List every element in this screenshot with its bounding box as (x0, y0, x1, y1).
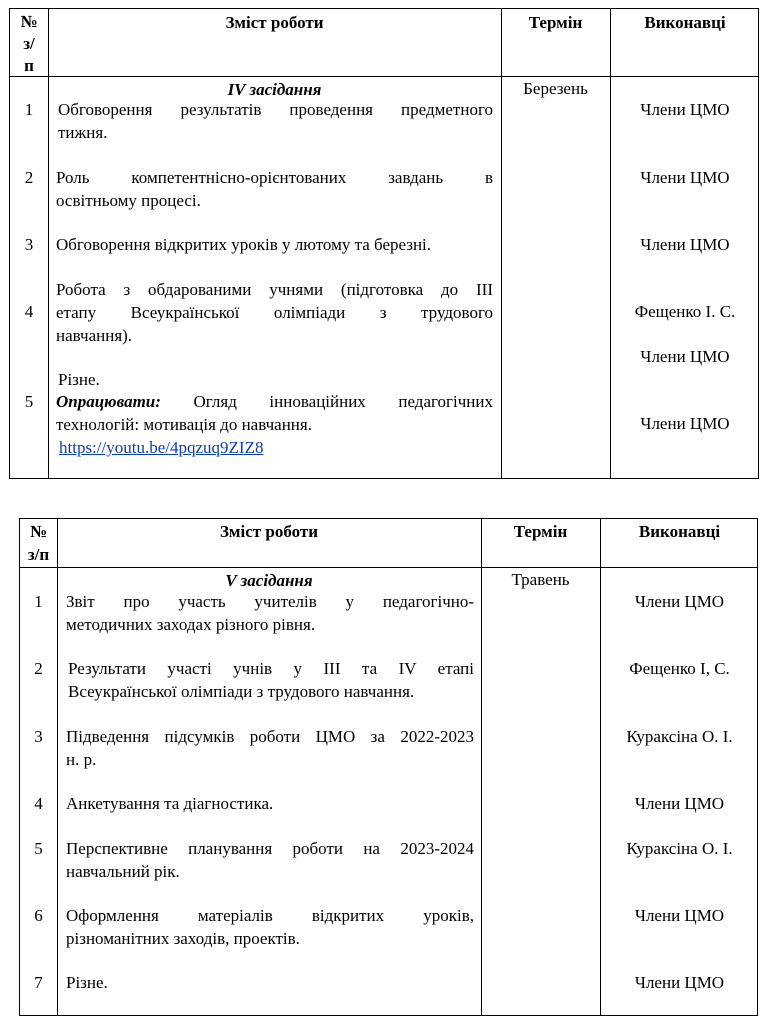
plan-table-1 (9, 8, 759, 479)
row-content-cont: н. р. (66, 750, 97, 769)
header-executors: Виконавці (638, 522, 721, 541)
row-executor: Члени ЦМО (640, 235, 730, 254)
row-number: 2 (24, 168, 34, 187)
row-content: Звіт про участь учителів у педагогічно- (66, 592, 474, 611)
row-number: 1 (24, 100, 34, 119)
row-executor: Члени ЦМО (634, 592, 725, 611)
row-content: Різне. (58, 370, 100, 389)
row-content-cont: методичних заходах різного рівня. (66, 615, 316, 634)
study-line-cont: технологій: мотивація до навчання. (56, 415, 312, 434)
row-content-cont: навчальний рік. (66, 862, 180, 881)
row-content: Обговорення результатів проведення предметного (58, 100, 493, 119)
row-executor: Члени ЦМО (640, 414, 730, 433)
row-content: Перспективне планування роботи на 2023-2024 (66, 839, 474, 858)
header-executors: Виконавці (644, 13, 726, 32)
row-executor: Фещенко І, С. (629, 659, 730, 678)
row-number: 1 (34, 592, 43, 611)
row-content-cont: навчання). (56, 326, 133, 345)
section-title: V засідання (225, 571, 313, 590)
row-content-cont: різноманітних заходів, проектів. (66, 929, 300, 948)
row-content: Оформлення матеріалів відкритих уроків, (66, 906, 474, 925)
row-content: Результати участі учнів у ІІІ та IV етапі (68, 659, 474, 678)
header-term: Термін (513, 522, 568, 541)
row-executor: Члени ЦМО (634, 906, 725, 925)
term-value: Березень (523, 79, 588, 98)
row-number: 5 (34, 839, 43, 858)
section-title: IV засідання (227, 80, 322, 99)
row-number: 3 (24, 235, 34, 254)
row-number: 2 (34, 659, 43, 678)
row-content-cont: Всеукраїнської олімпіади з трудового навчання. (68, 682, 415, 701)
col-divider (57, 519, 58, 1015)
row-content: Обговорення відкритих уроків у лютому та березні. (56, 235, 432, 254)
row-executor: Фещенко І. С. (634, 302, 736, 321)
row-content: Анкетування та діагностика. (66, 794, 274, 813)
row-content: Різне. (66, 973, 108, 992)
row-content-cont: освітньому процесі. (56, 191, 201, 210)
row-number: 4 (34, 794, 43, 813)
header-num: № з/ п (20, 12, 38, 75)
row-content-cont: етапу Всеукраїнської олімпіади з трудового (56, 303, 493, 322)
term-value: Травень (511, 570, 570, 589)
row-executor: Члени ЦМО (634, 973, 725, 992)
row-number: 3 (34, 727, 43, 746)
header-divider (10, 76, 758, 77)
row-executor: Члени ЦМО (634, 794, 725, 813)
study-line: Опрацювати: Огляд інноваційних педагогічних (56, 392, 493, 411)
header-divider (20, 567, 757, 568)
row-content: Роль компетентнісно-орієнтованих завдань в (56, 168, 493, 187)
header-content: Зміст роботи (219, 522, 319, 541)
row-number: 7 (34, 973, 43, 992)
row-executor: Члени ЦМО (640, 168, 730, 187)
header-num: № з/п (27, 522, 50, 564)
row-executor: Кураксіна О. І. (626, 727, 733, 746)
header-term: Термін (528, 13, 583, 32)
plan-table-2 (19, 518, 758, 1016)
row-number: 4 (24, 302, 34, 321)
study-label: Опрацювати: (56, 392, 161, 411)
row-executor: Члени ЦМО (640, 100, 730, 119)
video-link[interactable]: https://youtu.be/4pqzuq9ZIZ8 (59, 438, 264, 457)
row-content: Робота з обдарованими учнями (підготовка до ІІІ (56, 280, 493, 299)
row-content-cont: тижня. (58, 123, 108, 142)
row-content: Підведення підсумків роботи ЦМО за 2022-2023 (66, 727, 474, 746)
row-executor: Кураксіна О. І. (626, 839, 733, 858)
row-number: 6 (34, 906, 43, 925)
header-content: Зміст роботи (225, 13, 324, 32)
row-number: 5 (24, 392, 34, 411)
row-executor: Члени ЦМО (640, 347, 730, 366)
col-divider (481, 519, 482, 1015)
